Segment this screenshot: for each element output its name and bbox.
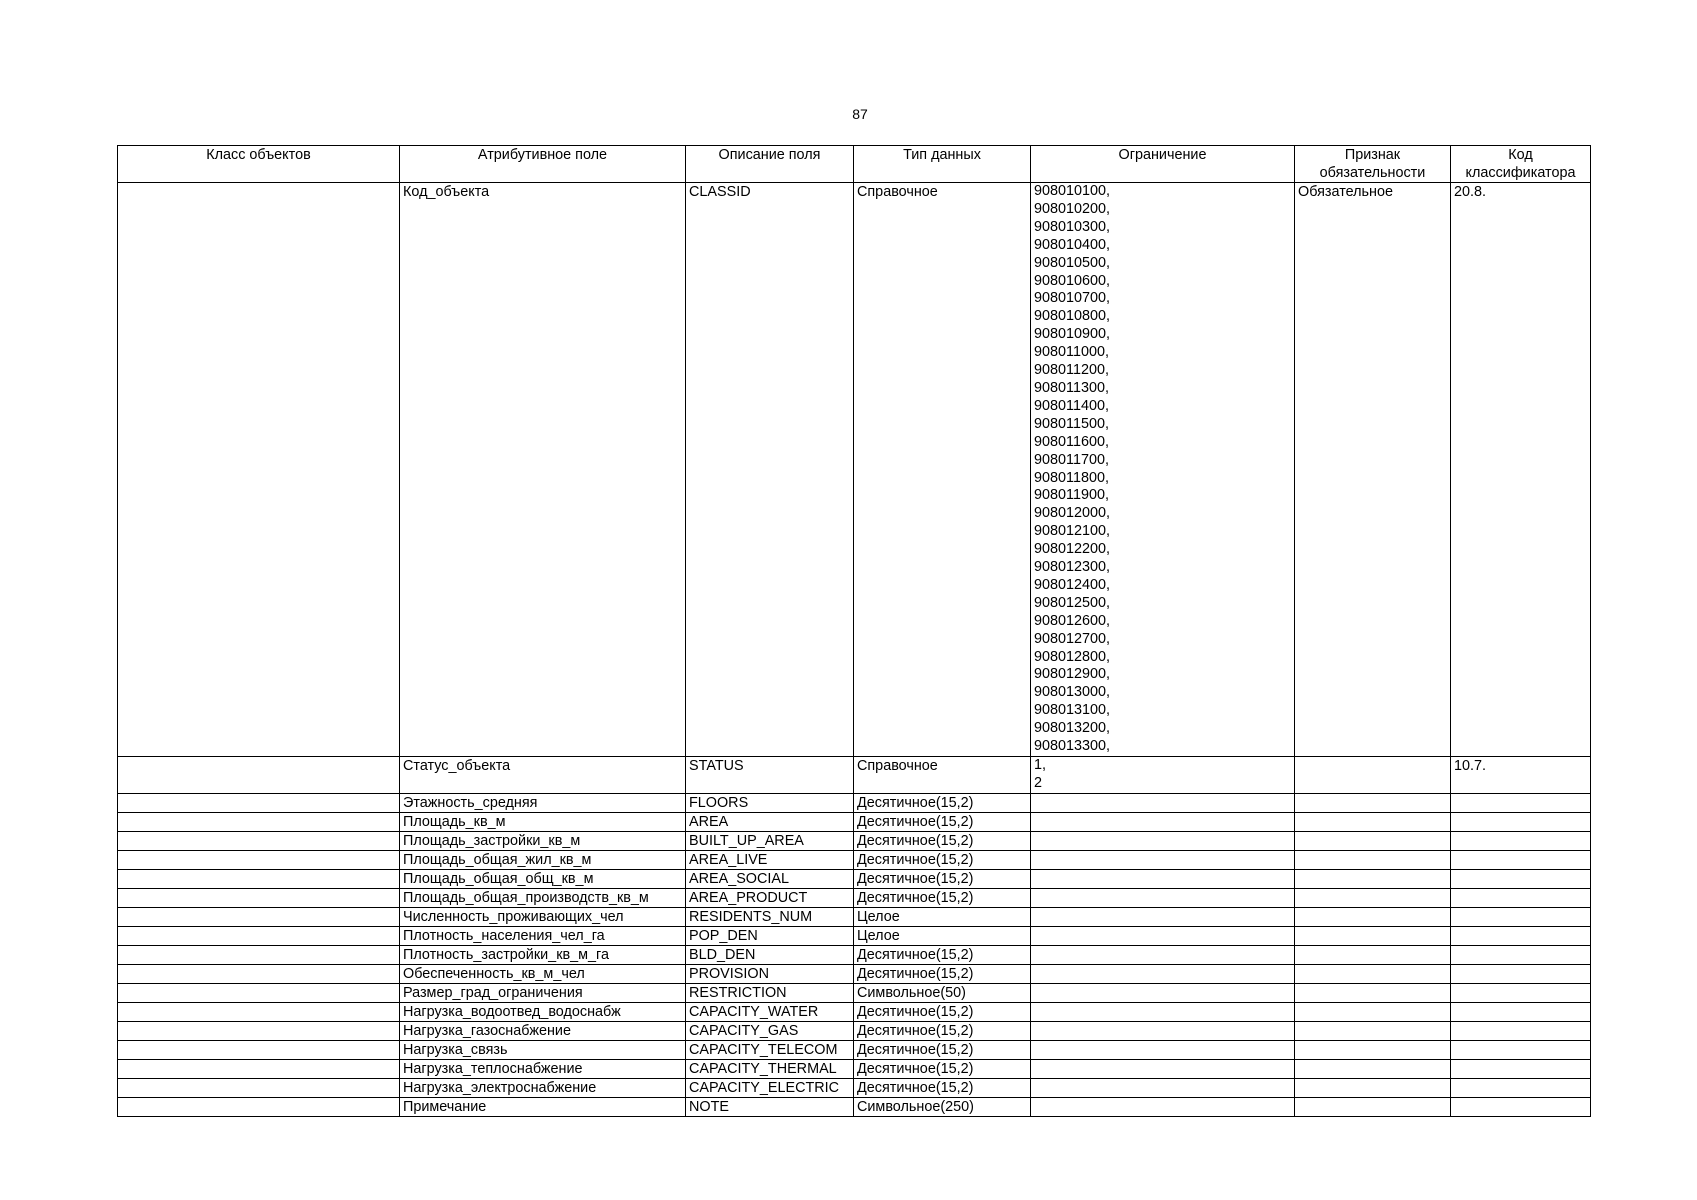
cell-attribute: Нагрузка_водоотвед_водоснабж xyxy=(400,1002,686,1021)
header-object-class: Класс объектов xyxy=(118,146,400,183)
cell-classifier xyxy=(1451,926,1591,945)
constraint-line: 908012800, xyxy=(1034,648,1111,665)
cell-field: POP_DEN xyxy=(686,926,854,945)
cell-attribute: Примечание xyxy=(400,1097,686,1116)
cell-field: AREA_LIVE xyxy=(686,850,854,869)
cell-class xyxy=(118,831,400,850)
cell-field: RESIDENTS_NUM xyxy=(686,907,854,926)
cell-required xyxy=(1295,1040,1451,1059)
cell-class xyxy=(118,1040,400,1059)
constraint-line: 908012900, xyxy=(1034,666,1111,683)
header-field-description: Описание поля xyxy=(686,146,854,183)
cell-field: CAPACITY_WATER xyxy=(686,1002,854,1021)
table-row-classid xyxy=(118,183,1591,757)
cell-type: Целое xyxy=(854,926,1031,945)
cell-required xyxy=(1295,1021,1451,1040)
constraint-line: 908013000, xyxy=(1034,684,1111,701)
table-row xyxy=(118,793,1591,812)
cell-class xyxy=(118,1002,400,1021)
cell-field: PROVISION xyxy=(686,964,854,983)
cell-class xyxy=(118,850,400,869)
cell-class xyxy=(118,907,400,926)
header-row xyxy=(118,146,1591,183)
cell-type: Символьное(50) xyxy=(854,983,1031,1002)
constraint-line: 908010400, xyxy=(1034,236,1111,253)
table-row xyxy=(118,926,1591,945)
cell-classifier xyxy=(1451,1021,1591,1040)
cell-required xyxy=(1295,945,1451,964)
cell-constraint xyxy=(1031,1059,1295,1078)
cell-field: AREA_SOCIAL xyxy=(686,869,854,888)
cell-classifier xyxy=(1451,869,1591,888)
cell-classifier xyxy=(1451,1097,1591,1116)
cell-type: Десятичное(15,2) xyxy=(854,850,1031,869)
cell-constraint xyxy=(1031,793,1295,812)
header-data-type: Тип данных xyxy=(854,146,1031,183)
cell-required: Обязательное xyxy=(1295,183,1451,757)
cell-constraint xyxy=(1031,1021,1295,1040)
cell-attribute: Площадь_застройки_кв_м xyxy=(400,831,686,850)
constraint-line: 908012600, xyxy=(1034,612,1111,629)
cell-type: Десятичное(15,2) xyxy=(854,964,1031,983)
table-row xyxy=(118,1002,1591,1021)
cell-classifier xyxy=(1451,1059,1591,1078)
cell-constraint xyxy=(1031,1097,1295,1116)
table-row xyxy=(118,831,1591,850)
cell-field: BUILT_UP_AREA xyxy=(686,831,854,850)
cell-attribute: Плотность_застройки_кв_м_га xyxy=(400,945,686,964)
cell-constraint xyxy=(1031,945,1295,964)
cell-type: Десятичное(15,2) xyxy=(854,1040,1031,1059)
constraint-line: 908010700, xyxy=(1034,290,1111,307)
cell-constraint xyxy=(1031,757,1295,794)
cell-class xyxy=(118,1097,400,1116)
cell-required xyxy=(1295,1059,1451,1078)
constraint-line: 908012700, xyxy=(1034,630,1111,647)
cell-class xyxy=(118,945,400,964)
cell-type: Десятичное(15,2) xyxy=(854,1078,1031,1097)
constraint-line: 908010200, xyxy=(1034,200,1111,217)
cell-required xyxy=(1295,907,1451,926)
constraint-line: 908012100, xyxy=(1034,523,1111,540)
table-row xyxy=(118,869,1591,888)
cell-classifier xyxy=(1451,1040,1591,1059)
cell-field: AREA_PRODUCT xyxy=(686,888,854,907)
constraint-line: 908013300, xyxy=(1034,738,1111,755)
table-row xyxy=(118,983,1591,1002)
cell-class xyxy=(118,793,400,812)
table-row xyxy=(118,1097,1591,1116)
cell-field: NOTE xyxy=(686,1097,854,1116)
cell-class xyxy=(118,812,400,831)
constraint-line: 908010300, xyxy=(1034,218,1111,235)
table-row xyxy=(118,888,1591,907)
cell-type: Символьное(250) xyxy=(854,1097,1031,1116)
cell-type: Десятичное(15,2) xyxy=(854,793,1031,812)
cell-attribute: Площадь_общая_общ_кв_м xyxy=(400,869,686,888)
table-row xyxy=(118,1059,1591,1078)
constraint-line: 908010900, xyxy=(1034,326,1111,343)
attribute-table xyxy=(117,145,1591,1117)
cell-attribute: Нагрузка_теплоснабжение xyxy=(400,1059,686,1078)
cell-class xyxy=(118,888,400,907)
cell-class xyxy=(118,1021,400,1040)
cell-attribute: Площадь_общая_производств_кв_м xyxy=(400,888,686,907)
table-row xyxy=(118,907,1591,926)
constraint-line: 908012500, xyxy=(1034,594,1111,611)
cell-field: CAPACITY_ELECTRIC xyxy=(686,1078,854,1097)
constraint-line: 908011600, xyxy=(1034,433,1109,450)
cell-field: AREA xyxy=(686,812,854,831)
cell-classifier xyxy=(1451,1078,1591,1097)
cell-attribute: Этажность_средняя xyxy=(400,793,686,812)
cell-attribute: Код_объекта xyxy=(400,183,686,757)
cell-constraint xyxy=(1031,1078,1295,1097)
constraint-line: 908012300, xyxy=(1034,559,1111,576)
cell-constraint xyxy=(1031,869,1295,888)
cell-attribute: Размер_град_ограничения xyxy=(400,983,686,1002)
constraint-line: 908011300, xyxy=(1034,379,1109,396)
cell-constraint xyxy=(1031,1040,1295,1059)
cell-type: Десятичное(15,2) xyxy=(854,945,1031,964)
cell-attribute: Нагрузка_электроснабжение xyxy=(400,1078,686,1097)
constraint-line: 908011900, xyxy=(1034,487,1109,504)
cell-attribute: Нагрузка_газоснабжение xyxy=(400,1021,686,1040)
cell-class xyxy=(118,926,400,945)
cell-classifier xyxy=(1451,888,1591,907)
cell-attribute: Нагрузка_связь xyxy=(400,1040,686,1059)
cell-required xyxy=(1295,793,1451,812)
constraint-line: 908011200, xyxy=(1034,362,1109,379)
cell-class xyxy=(118,757,400,794)
constraint-line: 908012000, xyxy=(1034,505,1111,522)
constraint-line: 908013100, xyxy=(1034,702,1111,719)
header-classifier-code: Код классификатора xyxy=(1451,146,1591,183)
cell-classifier xyxy=(1451,964,1591,983)
cell-classifier xyxy=(1451,1002,1591,1021)
cell-required xyxy=(1295,869,1451,888)
constraint-line: 908013200, xyxy=(1034,720,1111,737)
cell-classifier xyxy=(1451,831,1591,850)
constraint-line: 908011000, xyxy=(1034,344,1109,361)
cell-type: Десятичное(15,2) xyxy=(854,1021,1031,1040)
cell-type: Десятичное(15,2) xyxy=(854,1059,1031,1078)
cell-constraint xyxy=(1031,983,1295,1002)
cell-required xyxy=(1295,757,1451,794)
cell-constraint xyxy=(1031,907,1295,926)
cell-required xyxy=(1295,850,1451,869)
constraint-line: 908011500, xyxy=(1034,415,1109,432)
cell-field: CAPACITY_GAS xyxy=(686,1021,854,1040)
header-constraint: Ограничение xyxy=(1031,146,1295,183)
table-row xyxy=(118,945,1591,964)
cell-classifier xyxy=(1451,793,1591,812)
table-row xyxy=(118,1021,1591,1040)
cell-constraint xyxy=(1031,888,1295,907)
cell-classifier xyxy=(1451,812,1591,831)
cell-class xyxy=(118,983,400,1002)
cell-attribute: Статус_объекта xyxy=(400,757,686,794)
constraint-line: 908012400, xyxy=(1034,576,1111,593)
constraint-line: 908010800, xyxy=(1034,308,1111,325)
table-row-status xyxy=(118,757,1591,794)
cell-type: Десятичное(15,2) xyxy=(854,869,1031,888)
cell-type: Десятичное(15,2) xyxy=(854,812,1031,831)
cell-classifier xyxy=(1451,850,1591,869)
cell-class xyxy=(118,964,400,983)
header-required-flag: Признак обязательности xyxy=(1295,146,1451,183)
cell-required xyxy=(1295,1078,1451,1097)
cell-classifier xyxy=(1451,907,1591,926)
cell-constraint xyxy=(1031,1002,1295,1021)
cell-attribute: Площадь_общая_жил_кв_м xyxy=(400,850,686,869)
table-row xyxy=(118,850,1591,869)
cell-field: FLOORS xyxy=(686,793,854,812)
cell-attribute: Численность_проживающих_чел xyxy=(400,907,686,926)
cell-classifier: 10.7. xyxy=(1451,757,1591,794)
cell-type: Десятичное(15,2) xyxy=(854,888,1031,907)
constraint-line: 2 xyxy=(1034,774,1043,791)
constraint-line: 908010500, xyxy=(1034,254,1111,271)
cell-classifier xyxy=(1451,983,1591,1002)
cell-required xyxy=(1295,831,1451,850)
cell-attribute: Обеспеченность_кв_м_чел xyxy=(400,964,686,983)
cell-field: CLASSID xyxy=(686,183,854,757)
cell-field: STATUS xyxy=(686,757,854,794)
table-row xyxy=(118,812,1591,831)
cell-constraint xyxy=(1031,926,1295,945)
constraint-line: 1, xyxy=(1034,757,1047,773)
cell-constraint xyxy=(1031,812,1295,831)
cell-field: BLD_DEN xyxy=(686,945,854,964)
constraint-line: 908012200, xyxy=(1034,541,1111,558)
cell-constraint xyxy=(1031,850,1295,869)
page-number: 87 xyxy=(852,106,868,122)
constraint-line: 908010100, xyxy=(1034,183,1111,199)
cell-classifier xyxy=(1451,945,1591,964)
cell-type: Справочное xyxy=(854,183,1031,757)
cell-class xyxy=(118,1078,400,1097)
table-row xyxy=(118,964,1591,983)
cell-required xyxy=(1295,812,1451,831)
cell-class xyxy=(118,869,400,888)
constraint-line: 908011800, xyxy=(1034,469,1109,486)
cell-class xyxy=(118,1059,400,1078)
header-attribute-field: Атрибутивное поле xyxy=(400,146,686,183)
cell-required xyxy=(1295,964,1451,983)
table-row xyxy=(118,1040,1591,1059)
cell-type: Десятичное(15,2) xyxy=(854,831,1031,850)
cell-required xyxy=(1295,888,1451,907)
table-row xyxy=(118,1078,1591,1097)
cell-classifier: 20.8. xyxy=(1451,183,1591,757)
cell-type: Десятичное(15,2) xyxy=(854,1002,1031,1021)
constraint-line: 908011700, xyxy=(1034,451,1109,468)
cell-required xyxy=(1295,1002,1451,1021)
constraint-line: 908010600, xyxy=(1034,272,1111,289)
cell-constraint xyxy=(1031,831,1295,850)
cell-constraint xyxy=(1031,183,1295,757)
cell-class xyxy=(118,183,400,757)
cell-required xyxy=(1295,1097,1451,1116)
cell-field: CAPACITY_TELECOM xyxy=(686,1040,854,1059)
constraint-line: 908011400, xyxy=(1034,397,1109,414)
cell-required xyxy=(1295,926,1451,945)
cell-type: Целое xyxy=(854,907,1031,926)
cell-field: RESTRICTION xyxy=(686,983,854,1002)
cell-type: Справочное xyxy=(854,757,1031,794)
cell-field: CAPACITY_THERMAL xyxy=(686,1059,854,1078)
cell-required xyxy=(1295,983,1451,1002)
cell-attribute: Площадь_кв_м xyxy=(400,812,686,831)
cell-attribute: Плотность_населения_чел_га xyxy=(400,926,686,945)
cell-constraint xyxy=(1031,964,1295,983)
